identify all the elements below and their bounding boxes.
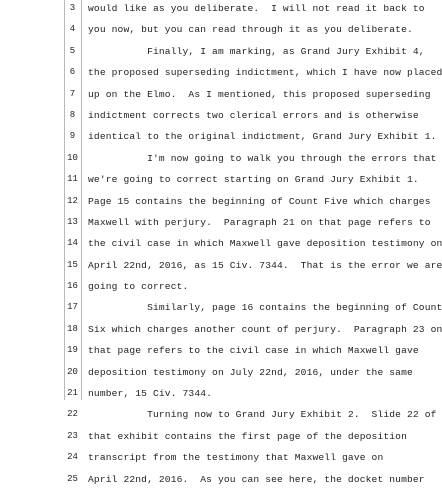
line-number: 7 bbox=[69, 88, 76, 99]
line-number: 25 bbox=[67, 473, 78, 484]
line-text: we're going to correct starting on Grand Jury Exhibit 1. bbox=[88, 174, 419, 186]
line-number: 23 bbox=[67, 430, 78, 441]
line-number: 13 bbox=[67, 216, 78, 227]
line-number: 14 bbox=[67, 238, 78, 249]
line-number: 12 bbox=[67, 195, 78, 206]
line-number: 24 bbox=[67, 452, 78, 463]
transcript-line bbox=[0, 255, 442, 276]
line-text: Maxwell with perjury. Paragraph 21 on that page refers to bbox=[88, 216, 431, 228]
transcript-line bbox=[0, 469, 425, 490]
line-number: 22 bbox=[67, 409, 78, 420]
line-number: 20 bbox=[67, 366, 78, 377]
transcript-line bbox=[0, 0, 425, 19]
line-number: 8 bbox=[69, 109, 76, 120]
line-number: 21 bbox=[67, 388, 78, 399]
line-text: identical to the original indictment, Grand Jury Exhibit 1. bbox=[88, 131, 437, 143]
transcript-line bbox=[0, 362, 413, 383]
transcript-line bbox=[0, 41, 425, 62]
line-number: 6 bbox=[69, 67, 76, 78]
line-text: Turning now to Grand Jury Exhibit 2. Slide 22 of bbox=[88, 409, 437, 421]
transcript-line bbox=[0, 148, 437, 169]
line-text: transcript from the testimony that Maxwell gave on bbox=[88, 452, 384, 464]
line-text: I'm now going to walk you through the errors that bbox=[88, 152, 437, 164]
line-text: indictment corrects two clerical errors and is otherwise bbox=[88, 109, 419, 121]
line-number: 15 bbox=[67, 259, 78, 270]
transcript-line bbox=[0, 447, 400, 468]
line-text: up on the Elmo. As I mentioned, this proposed superseding bbox=[88, 88, 431, 100]
line-text: going to correct. bbox=[88, 281, 189, 293]
transcript-line bbox=[0, 426, 407, 447]
transcript-line bbox=[0, 62, 442, 83]
line-number: 4 bbox=[69, 24, 76, 35]
transcript-line bbox=[0, 404, 437, 425]
line-text: deposition testimony on July 22nd, 2016, under the same bbox=[88, 366, 413, 378]
line-text: would like as you deliberate. I will not read it back to bbox=[88, 3, 425, 14]
line-number: 11 bbox=[67, 174, 78, 185]
transcript-line bbox=[0, 169, 419, 190]
transcript-line bbox=[0, 105, 419, 126]
transcript-line bbox=[0, 84, 431, 105]
transcript-line bbox=[0, 383, 400, 404]
line-number: 10 bbox=[67, 152, 78, 163]
line-text: the civil case in which Maxwell gave deposition testimony on bbox=[88, 238, 442, 250]
line-number: 5 bbox=[69, 45, 76, 56]
line-number: 18 bbox=[67, 323, 78, 334]
line-text: you now, but you can read through it as you deliberate. bbox=[88, 24, 413, 36]
line-number: 3 bbox=[69, 3, 76, 13]
line-number: 16 bbox=[67, 281, 78, 292]
transcript-line bbox=[0, 319, 442, 340]
line-number: 9 bbox=[69, 131, 76, 142]
line-text: April 22nd, 2016. As you can see here, the docket number bbox=[88, 473, 425, 485]
transcript-line bbox=[0, 297, 442, 318]
line-text: the proposed superseding indictment, which I have now placed bbox=[88, 67, 442, 79]
transcript-line bbox=[0, 340, 419, 361]
transcript-line bbox=[0, 233, 442, 254]
line-text: Similarly, page 16 contains the beginning of Count bbox=[88, 302, 442, 314]
line-text: that page refers to the civil case in which Maxwell gave bbox=[88, 345, 419, 357]
line-text: that exhibit contains the first page of the deposition bbox=[88, 430, 407, 442]
line-number: 17 bbox=[67, 302, 78, 313]
transcript-line bbox=[0, 19, 413, 40]
transcript-line bbox=[0, 212, 431, 233]
transcript-line bbox=[0, 276, 400, 297]
line-text: Page 15 contains the beginning of Count Five which charges bbox=[88, 195, 431, 207]
line-number: 19 bbox=[67, 345, 78, 356]
line-text: number, 15 Civ. 7344. bbox=[88, 388, 213, 400]
line-text: Six which charges another count of perjury. Paragraph 23 on bbox=[88, 323, 442, 335]
line-text: April 22nd, 2016, as 15 Civ. 7344. That is the error we are bbox=[88, 259, 442, 271]
line-text: Finally, I am marking, as Grand Jury Exhibit 4, bbox=[88, 45, 425, 57]
transcript-line bbox=[0, 191, 431, 212]
transcript-line bbox=[0, 126, 437, 147]
